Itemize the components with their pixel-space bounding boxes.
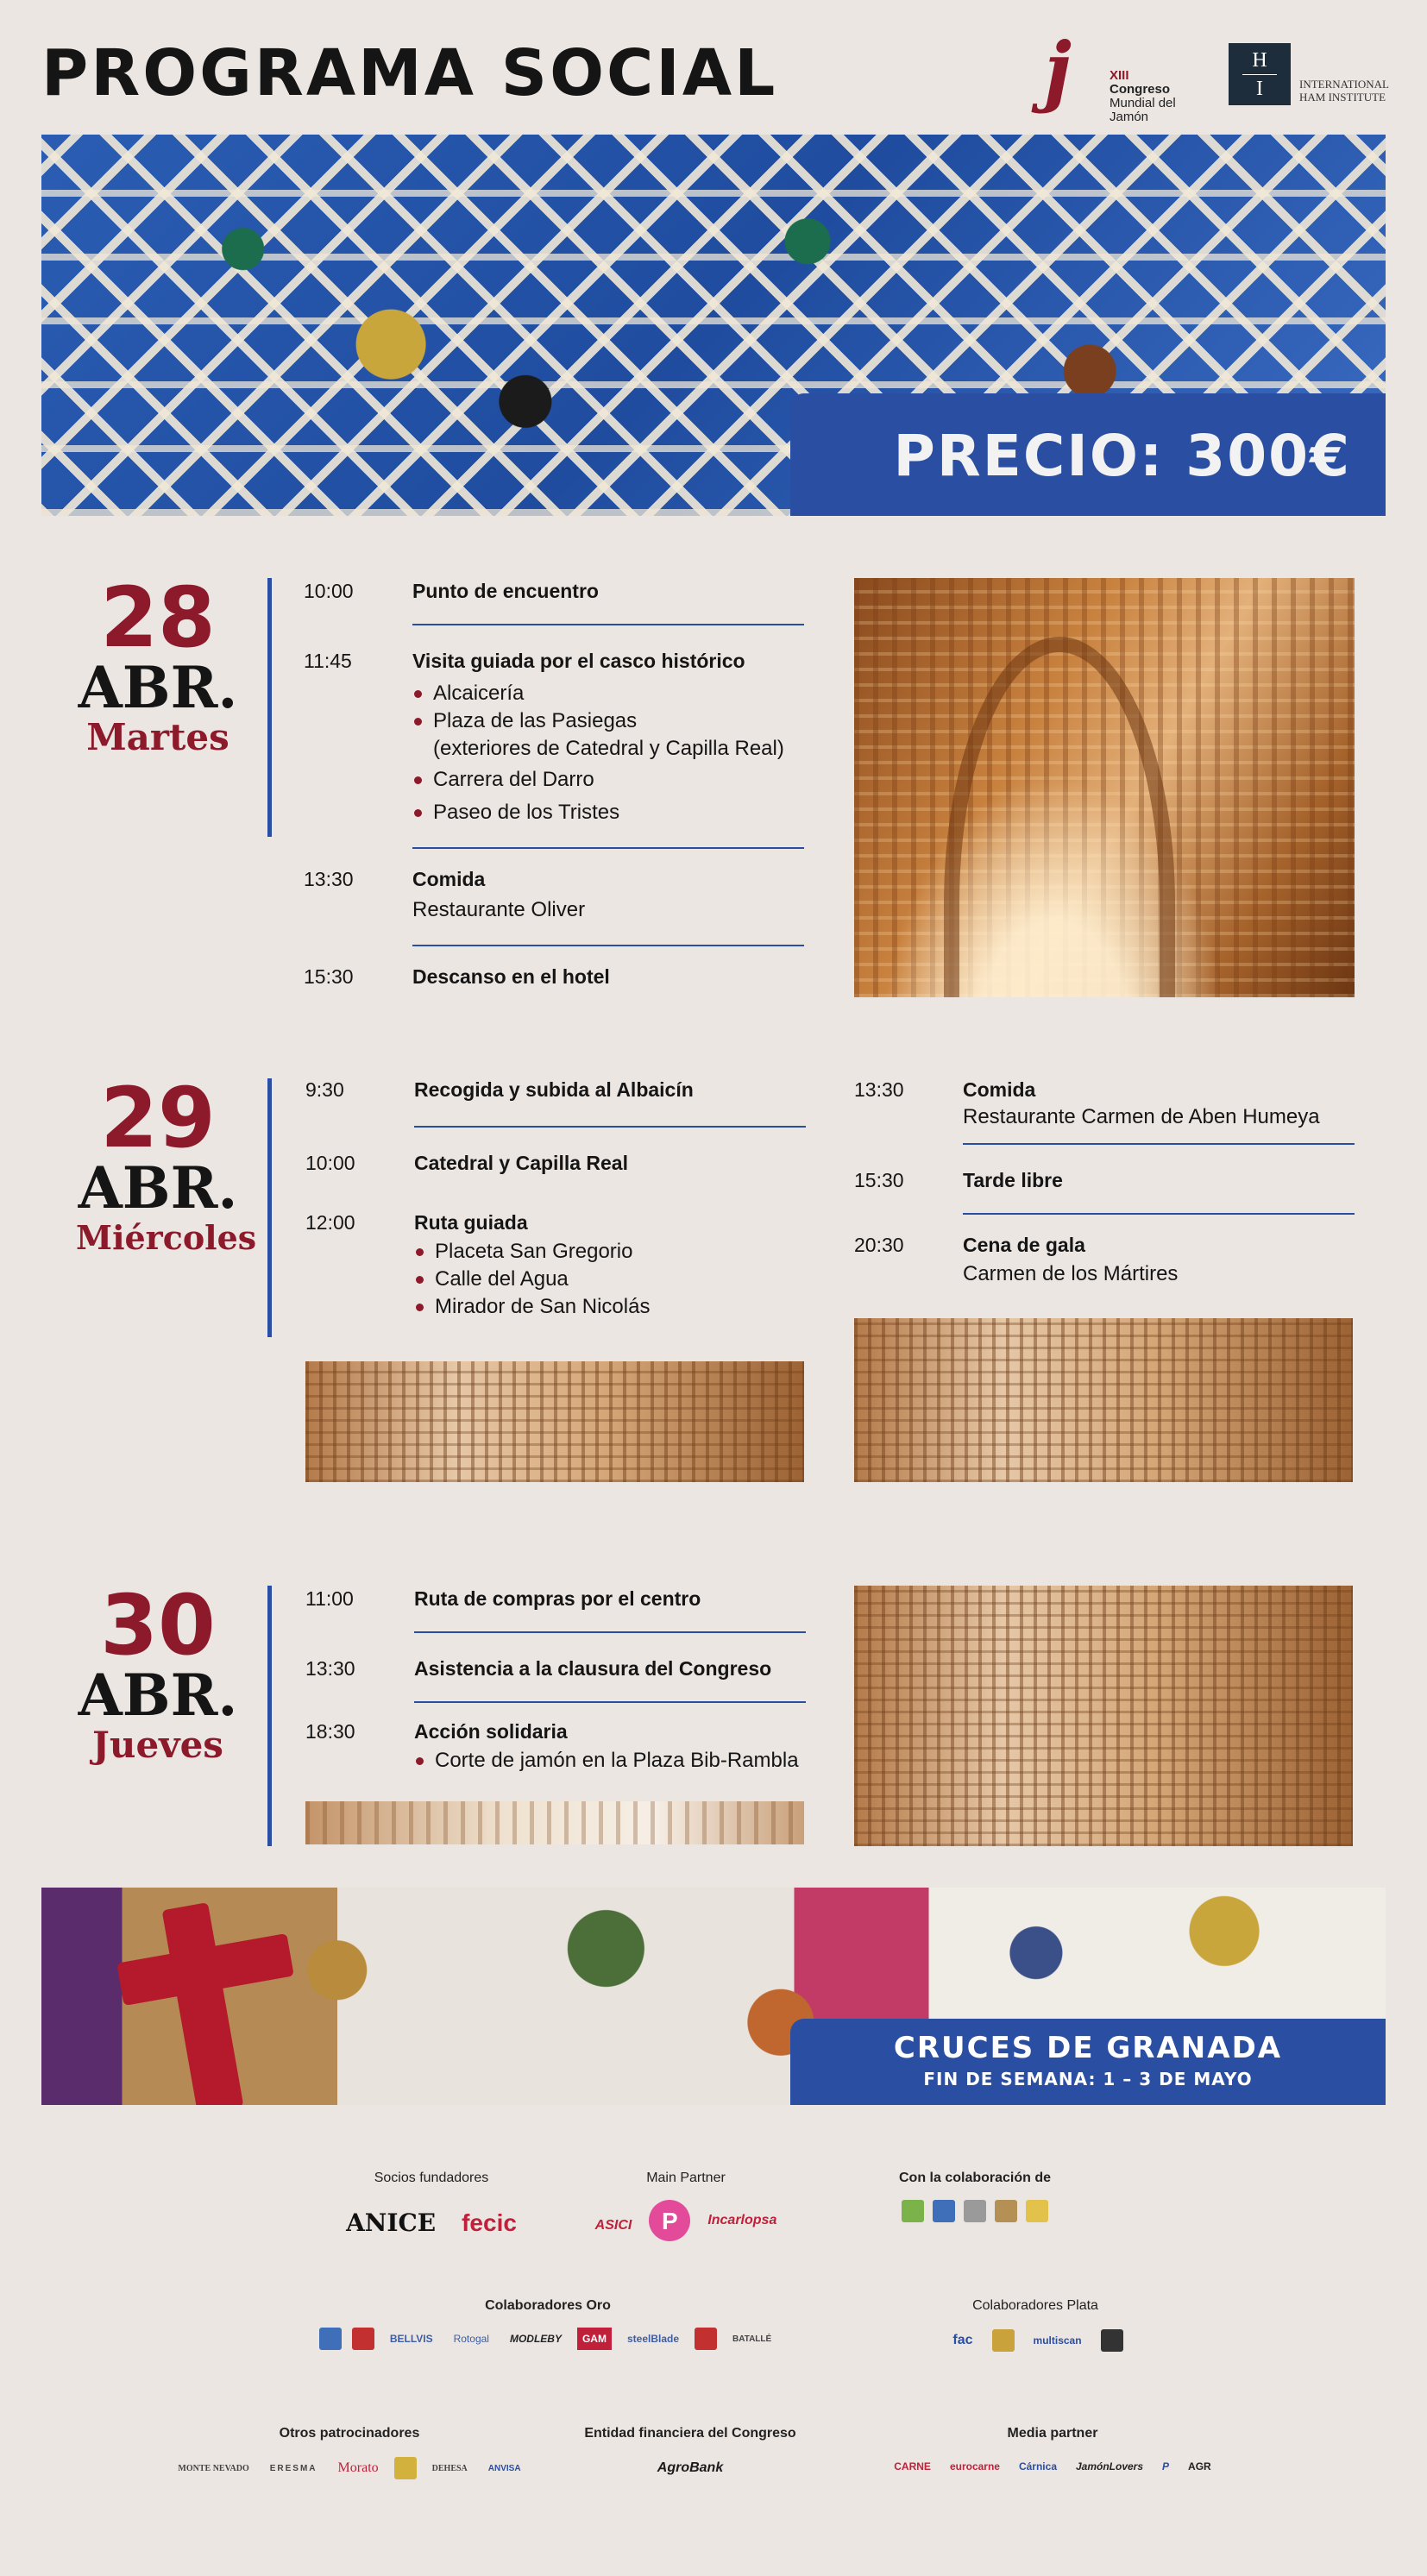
otros-logo-4 [394, 2457, 417, 2479]
event-title: Punto de encuentro [412, 580, 599, 602]
anvisa-logo: ANVISA [487, 2463, 521, 2473]
ham-institute-line2: HAM INSTITUTE [1299, 91, 1386, 104]
day-30-events [305, 1587, 806, 1775]
event-separator [963, 1213, 1355, 1215]
fecic-logo: fecic [462, 2208, 517, 2236]
event-title: Recogida y subida al Albaicín [414, 1078, 694, 1101]
list-item: Placeta San Gregorio [414, 1238, 806, 1266]
collab-logo-2 [933, 2200, 955, 2222]
cruces-title: CRUCES DE GRANADA [893, 2031, 1283, 2065]
batalle-logo: BATALLÉ [732, 2334, 772, 2344]
event-separator [412, 847, 804, 849]
sponsor-group-main [561, 2171, 811, 2241]
morato-logo: Morato [337, 2460, 379, 2475]
sponsors-section [0, 2157, 1427, 2519]
agrobank-logo: AgroBank [657, 2460, 724, 2475]
event-item [305, 1078, 806, 1102]
event-separator [412, 945, 804, 946]
monte-nevado-logo: MONTE NEVADO [178, 2463, 249, 2473]
sponsor-group-media [820, 2426, 1286, 2478]
media-p-logo: P [1162, 2460, 1170, 2472]
page-title: PROGRAMA SOCIAL [41, 36, 778, 110]
date-number: 29 [100, 1070, 216, 1166]
sponsor-group-plata [889, 2298, 1182, 2353]
event-stops-list [412, 680, 804, 826]
alhambra-arch-photo [854, 578, 1355, 997]
event-separator [414, 1631, 806, 1633]
hero-tile-image [41, 135, 1386, 516]
collab-logo-3 [964, 2200, 986, 2222]
sponsor-group-label: Con la colaboración de [898, 2171, 1052, 2185]
event-time: 13:30 [854, 1078, 904, 1101]
event-stops-list [414, 1238, 806, 1321]
event-title: Ruta de compras por el centro [414, 1587, 701, 1610]
list-item: Paseo de los Tristes [412, 799, 804, 826]
day-divider-bar [267, 1078, 272, 1337]
congreso-logo-edition: XIII [1110, 68, 1129, 83]
event-title: Comida [963, 1078, 1036, 1101]
ham-institute-logo [1229, 43, 1387, 107]
collab-logo-5 [1026, 2200, 1048, 2222]
congreso-logo [1044, 25, 1199, 124]
sponsor-group-otros [147, 2426, 552, 2481]
list-item-note: (exteriores de Catedral y Capilla Real) [433, 737, 784, 760]
date-month: ABR. [78, 1154, 238, 1222]
event-separator [414, 1126, 806, 1128]
main-partner-p-logo: P [649, 2200, 690, 2241]
modleby-logo: MODLEBY [509, 2333, 562, 2345]
cruces-subtitle: FIN DE SEMANA: 1 – 3 DE MAYO [923, 2069, 1253, 2089]
list-item: Corte de jamón en la Plaza Bib-Rambla [414, 1747, 806, 1775]
event-item [305, 1152, 806, 1175]
event-time: 9:30 [305, 1078, 344, 1101]
oro-logo-2 [352, 2328, 374, 2350]
event-item [305, 1211, 806, 1321]
list-item: Calle del Agua [414, 1266, 806, 1293]
anice-logo: ANICE [346, 2208, 437, 2237]
event-item [304, 580, 804, 603]
sponsor-group-label: Otros patrocinadores [279, 2426, 420, 2441]
list-item: Mirador de San Nicolás [414, 1293, 806, 1321]
date-weekday: Jueves [92, 1724, 223, 1766]
sponsor-group-fundadores [311, 2171, 552, 2246]
stucco-strip-photo [305, 1801, 804, 1844]
collab-logo-1 [902, 2200, 924, 2222]
day-28-section [41, 569, 1386, 1009]
cruces-label [790, 2019, 1386, 2105]
event-time: 20:30 [854, 1234, 904, 1256]
event-time: 13:30 [304, 868, 354, 890]
header [41, 25, 1389, 124]
flower-cross [162, 1902, 244, 2105]
rotogal-logo: Rotogal [453, 2333, 489, 2345]
gam-logo: GAM [577, 2328, 612, 2350]
sponsor-group-oro [242, 2298, 854, 2350]
day-28-events [304, 580, 804, 989]
sponsor-group-label: Colaboradores Plata [972, 2298, 1098, 2313]
congreso-logo-mark: j [1044, 25, 1072, 115]
date-weekday: Miércoles [76, 1218, 257, 1257]
event-item [304, 650, 804, 826]
event-time: 11:45 [304, 650, 352, 672]
sponsor-group-entidad [569, 2426, 811, 2481]
day-29-events-left [305, 1078, 806, 1321]
list-item: Carrera del Darro [412, 766, 804, 794]
asici-logo: ASICI [594, 2218, 632, 2233]
event-title: Comida [412, 868, 486, 890]
date-weekday: Martes [86, 716, 229, 758]
oro-logo-1 [319, 2328, 342, 2350]
day-29-events-right [854, 1078, 1355, 1286]
event-separator [963, 1143, 1355, 1145]
multiscan-logo: multiscan [1033, 2334, 1082, 2347]
sponsor-group-colaboracion [846, 2171, 1104, 2222]
day-divider-bar [267, 1586, 272, 1846]
incarlopsa-logo: Incarlopsa [707, 2213, 777, 2227]
event-title: Tarde libre [963, 1169, 1063, 1191]
oro-logo-t [695, 2328, 717, 2350]
sponsor-group-label: Media partner [1007, 2426, 1098, 2441]
price-banner [790, 393, 1386, 516]
event-item [305, 1657, 806, 1681]
steelblade-logo: steelBlade [626, 2333, 679, 2345]
event-time: 13:30 [305, 1657, 355, 1680]
event-time: 15:30 [304, 965, 354, 988]
jamonlovers-logo: JamónLovers [1076, 2460, 1144, 2472]
event-title: Visita guiada por el casco histórico [412, 650, 745, 672]
cruces-banner-image [41, 1888, 1386, 2105]
date-month: ABR. [78, 1662, 238, 1729]
date-block [76, 1577, 240, 1766]
event-item [304, 965, 804, 989]
event-item [304, 868, 804, 922]
ham-institute-mark: H I [1229, 43, 1291, 105]
date-block [76, 1070, 257, 1258]
congreso-logo-subtitle: Mundial del Jamón [1110, 96, 1176, 124]
event-title: Asistencia a la clausura del Congreso [414, 1657, 772, 1680]
sponsor-group-label: Socios fundadores [374, 2171, 489, 2185]
carne-logo: CARNE [894, 2460, 931, 2472]
event-time: 10:00 [304, 580, 354, 602]
fac-logo: fac [952, 2333, 973, 2347]
collab-logo-4 [995, 2200, 1017, 2222]
sponsor-group-label: Main Partner [646, 2171, 726, 2185]
event-time: 12:00 [305, 1211, 355, 1234]
event-title: Catedral y Capilla Real [414, 1152, 628, 1174]
date-number: 30 [100, 1577, 216, 1674]
bellvis-logo: BELLVIS [389, 2333, 433, 2345]
date-number: 28 [100, 569, 216, 666]
event-item [305, 1720, 806, 1775]
event-subtitle: Restaurante Carmen de Aben Humeya [963, 1105, 1320, 1128]
day-divider-bar [267, 578, 272, 837]
sponsor-group-label: Entidad financiera del Congreso [584, 2426, 796, 2441]
eurocarne-logo: eurocarne [949, 2460, 1000, 2472]
sponsor-group-label: Colaboradores Oro [485, 2298, 611, 2313]
stucco-column-photo [854, 1586, 1353, 1846]
plata-logo-4 [1101, 2329, 1123, 2352]
event-item [854, 1234, 1355, 1286]
day-29-section [41, 1070, 1386, 1484]
stucco-arcade-photo [854, 1318, 1353, 1482]
day-30-section [41, 1577, 1386, 1844]
date-block [76, 569, 240, 758]
event-time: 11:00 [305, 1587, 354, 1610]
event-item [854, 1078, 1355, 1129]
event-title: Descanso en el hotel [412, 965, 610, 988]
eresma-logo: ERESMA [269, 2463, 317, 2473]
event-title: Acción solidaria [414, 1720, 568, 1743]
carnica-logo: Cárnica [1018, 2460, 1057, 2472]
price-text: PRECIO: 300€ [893, 423, 1351, 489]
event-subtitle: Carmen de los Mártires [963, 1262, 1179, 1285]
event-separator [414, 1701, 806, 1703]
list-item: Alcaicería [412, 680, 804, 707]
event-separator [412, 624, 804, 625]
stucco-detail-photo [305, 1361, 804, 1482]
event-title: Cena de gala [963, 1234, 1085, 1256]
event-time: 18:30 [305, 1720, 355, 1743]
event-item [854, 1169, 1355, 1192]
agr-logo: AGR [1188, 2460, 1211, 2472]
ham-institute-line1: INTERNATIONAL [1299, 78, 1389, 91]
event-time: 10:00 [305, 1152, 355, 1174]
event-item [305, 1587, 806, 1611]
event-stops-list [414, 1747, 806, 1775]
event-subtitle: Restaurante Oliver [412, 898, 586, 921]
list-item: Plaza de las Pasiegas (exteriores de Catedral y Capilla Real) [412, 707, 804, 763]
dehesa-logo: DEHESA [431, 2463, 468, 2473]
event-time: 15:30 [854, 1169, 904, 1191]
plata-logo-2 [992, 2329, 1015, 2352]
date-month: ABR. [78, 654, 238, 721]
congreso-logo-name: Congreso [1110, 82, 1171, 97]
event-title: Ruta guiada [414, 1211, 528, 1234]
